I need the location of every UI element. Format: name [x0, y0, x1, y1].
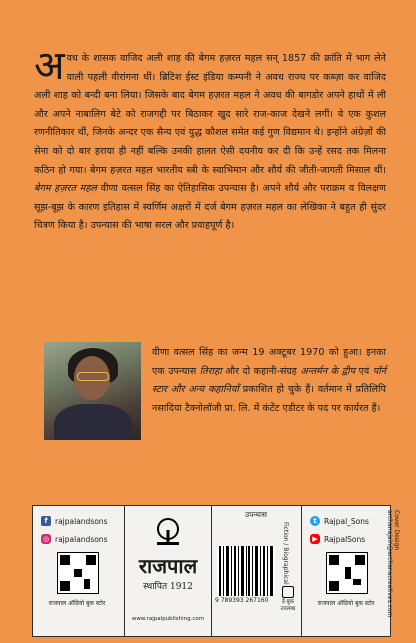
author-photo — [44, 342, 141, 440]
website-link[interactable]: www.rajpalpublishing.com — [131, 616, 205, 622]
isbn-number: 9 789393 267160 — [215, 597, 269, 604]
blurb-paragraph — [34, 43, 386, 236]
author-bio-text: वीणा वत्सल सिंह का जन्म 19 अक्टूबर 1970 को हुआ। इनका एक उपन्यास — [152, 347, 386, 377]
youtube-handle[interactable]: ▶ RajpalSons — [310, 534, 365, 544]
author-bio — [152, 344, 386, 418]
footer-barcode-column — [211, 506, 301, 636]
ebook-badge: ई-बुक उपलब्ध — [279, 586, 297, 613]
work-title: अन्तर्मन के द्वीप — [300, 365, 356, 377]
dropcap-letter: अ — [34, 43, 65, 89]
blurb-book-title: बेगम हज़रत महल — [34, 183, 97, 195]
qr-code-right[interactable] — [326, 552, 368, 594]
publisher-footer — [32, 505, 391, 637]
blurb-text: वध के शासक वाजिद अली शाह की बेगम हज़रत महल सन् 1857 की क्रांति में भाग लेने वाली पहली वीरांगना थीं। ब्रिटिश ईस्ट इंडिया कम्पनी ने अवध राज्य पर कब्ज़ा कर वाजिद अली शाह को बन्दी बना लिया। जिसके बाद बेगम हज़रत महल ने अवध की बागडोर अपने हाथों में ली और अपने नाबालिग बेटे को राजगद्दी पर बिठाकर खुद सारे राज-काज देखने लगीं। वे एक कुशल रणनीतिकार थीं, जिनके अन्दर एक सैन्य एवं युद्ध कौशल समेत कई गुण विद्यमान थे। इन्होंने अंग्रेज़ों की सेना को दो बार हराया ही नहीं बल्कि उनकी हालत ऐसी दयनीय कर दी कि उन्हें रसद तक मिलना कठिन हो गया। बेगम हज़रत महल भारतीय स्त्री के स्वाभिमान और शौर्य की जीती-जागती मिसाल थीं। — [34, 53, 386, 176]
twitter-icon: t — [310, 516, 320, 526]
twitter-handle[interactable]: t Rajpal_Sons — [310, 516, 369, 526]
instagram-icon: ◎ — [42, 535, 50, 543]
qr-code-left[interactable] — [57, 552, 99, 594]
tree-logo-icon — [151, 518, 185, 548]
facebook-handle[interactable]: f rajpalandsons — [41, 516, 107, 526]
qr-right-caption: राजपाल ऑडियो बुक स्टोर — [317, 600, 375, 607]
cover-design-credit: Cover Design archanajain@archanacreatives.com — [386, 510, 400, 618]
genre-label: उपन्यास — [245, 510, 267, 519]
ebook-icon — [282, 586, 294, 598]
footer-right-column — [301, 506, 390, 636]
instagram-handle[interactable]: ◎ rajpalandsons — [42, 534, 108, 544]
author-bio-text: प्रकाशित हो चुके हैं। वर्तमान में प्रतिलिपि नसादिया टैक्नोलॉजी प्रा. लि. में कंटेंट एडीटर के पद पर कार्यरत हैं। — [152, 384, 386, 414]
work-title: तिराहा — [199, 365, 222, 377]
brand-name: राजपाल — [138, 554, 198, 578]
youtube-icon: ▶ — [310, 534, 320, 544]
qr-left-caption: राजपाल ऑडियो बुक स्टोर — [48, 600, 106, 607]
author-bio-text: एवं — [355, 365, 373, 377]
author-bio-text: और दो कहानी-संग्रह — [221, 365, 301, 377]
category-vertical: Fiction / Biographical — [282, 522, 289, 585]
footer-brand-column — [124, 506, 212, 636]
isbn-barcode — [217, 546, 275, 596]
blurb-text-2: वीणा वत्सल सिंह का ऐतिहासिक उपन्यास है। अपने शौर्य और पराक्रम व विलक्षण सूझ-बूझ के कारण इतिहास में स्वर्णिम अक्षरों में दर्ज बेगम हज़रत महल का लेखिका ने बहुत ही सुंदर चित्रण किया है। उपन्यास की भाषा सरल और प्रवाहपूर्ण है। — [34, 183, 386, 232]
footer-left-column — [33, 506, 123, 636]
facebook-icon: f — [41, 516, 51, 526]
brand-since: स्थापित 1912 — [143, 582, 193, 592]
work-title: पॉर्न स्टार और अन्य कहानियाँ — [152, 365, 387, 396]
